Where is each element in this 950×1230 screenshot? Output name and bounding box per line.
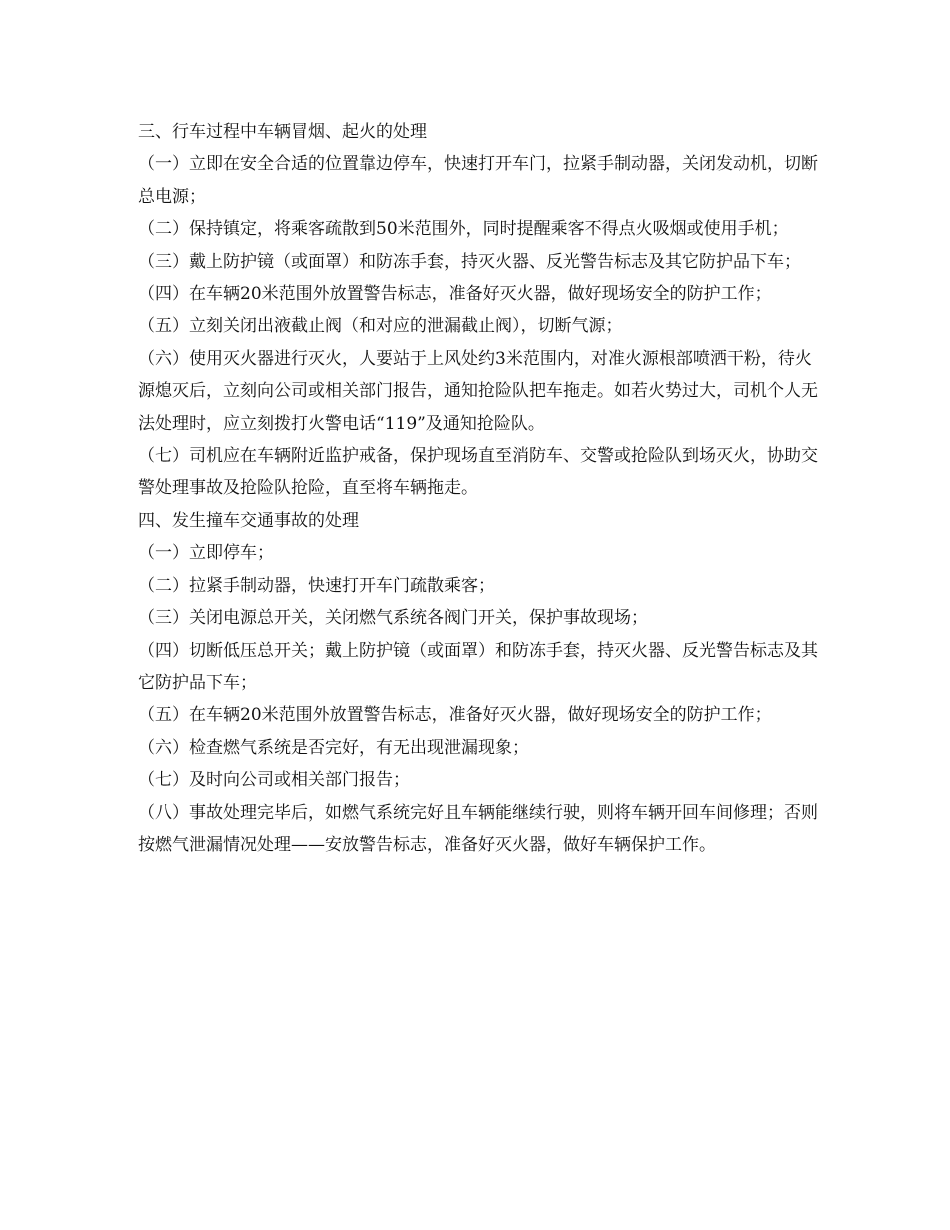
collision-step-4: （四）切断低压总开关；戴上防护镜（或面罩）和防冻手套，持灭火器、反光警告标志及其它防护品下车； <box>138 640 818 693</box>
collision-step-5: （五）在车辆20米范围外放置警告标志，准备好灭火器，做好现场安全的防护工作； <box>138 705 772 726</box>
fire-step-5: （五）立刻关闭出液截止阀（和对应的泄漏截止阀），切断气源； <box>138 316 623 337</box>
fire-step-7: （七）司机应在车辆附近监护戒备，保护现场直至消防车、交警或抢险队到场灭火，协助交警处理事故及抢险队抢险，直至将车辆拖走。 <box>138 446 818 499</box>
fire-step-3: （三）戴上防护镜（或面罩）和防冻手套，持灭火器、反光警告标志及其它防护品下车； <box>138 251 801 272</box>
collision-step-6: （六）检查燃气系统是否完好，有无出现泄漏现象； <box>138 737 529 758</box>
collision-step-1: （一）立即停车； <box>138 543 274 564</box>
collision-step-3: （三）关闭电源总开关，关闭燃气系统各阀门开关，保护事故现场； <box>138 608 648 629</box>
document-body <box>138 116 828 861</box>
fire-step-4: （四）在车辆20米范围外放置警告标志，准备好灭火器，做好现场安全的防护工作； <box>138 284 772 305</box>
fire-step-2: （二）保持镇定，将乘客疏散到50米范围外，同时提醒乘客不得点火吸烟或使用手机； <box>138 219 789 240</box>
section-heading-collision: 四、发生撞车交通事故的处理 <box>138 510 359 531</box>
section-heading-fire: 三、行车过程中车辆冒烟、起火的处理 <box>138 122 427 142</box>
collision-step-7: （七）及时向公司或相关部门报告； <box>138 770 410 791</box>
collision-step-8: （八）事故处理完毕后，如燃气系统完好且车辆能继续行驶，则将车辆开回车间修理；否则按燃气泄漏情况处理——安放警告标志，准备好灭火器，做好车辆保护工作。 <box>138 802 818 855</box>
fire-step-1: （一）立即在安全合适的位置靠边停车，快速打开车门，拉紧手制动器，关闭发动机，切断总电源； <box>138 154 818 207</box>
collision-step-2: （二）拉紧手制动器，快速打开车门疏散乘客； <box>138 575 495 596</box>
fire-step-6: （六）使用灭火器进行灭火，人要站于上风处约3米范围内，对准火源根部喷洒干粉，待火源熄灭后，立刻向公司或相关部门报告，通知抢险队把车拖走。如若火势过大，司机个人无法处理时，应立刻拨打火警电话“119”及通知抢险队。 <box>138 348 818 434</box>
